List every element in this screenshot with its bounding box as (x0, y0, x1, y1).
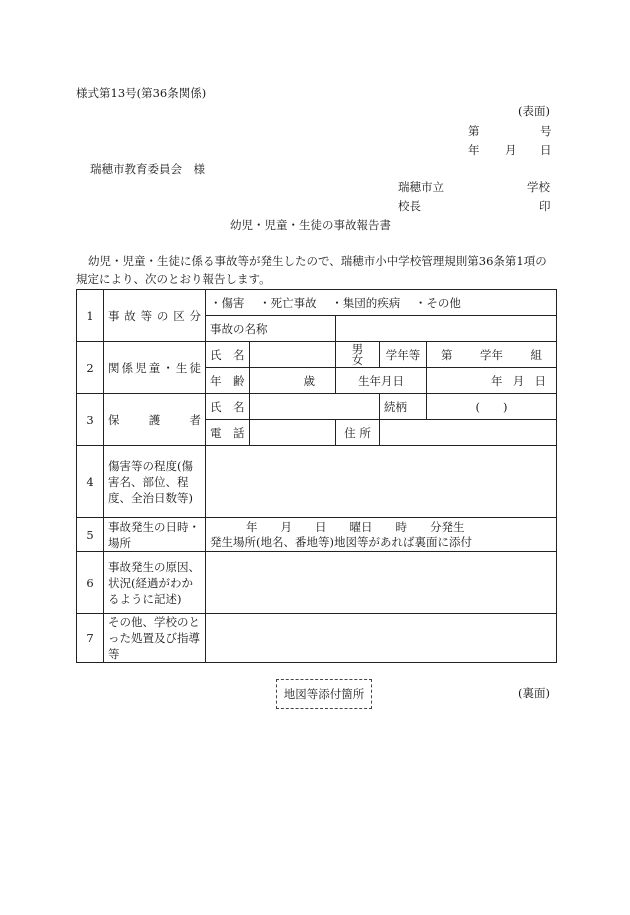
guardian-name-field[interactable] (250, 394, 380, 420)
back-side-label: (裏面) (518, 686, 550, 700)
student-name-field[interactable] (250, 342, 336, 368)
addressee: 瑞穂市教育委員会 様 (90, 162, 205, 176)
guardian-name-label: 氏 名 (206, 394, 250, 420)
cause-detail-field[interactable] (206, 552, 557, 614)
intro-line-1: 幼児・児童・生徒に係る事故等が発生したので、瑞穂市小中学校管理規則第36条第1項の (88, 254, 547, 268)
student-name-label: 氏 名 (206, 342, 250, 368)
phone-label: 電 話 (206, 420, 250, 446)
row-4 (77, 446, 557, 518)
row-6-label: 事故発生の原因、状況(経過がわかるように記述) (104, 552, 206, 614)
gender-select[interactable]: 男 女 (336, 342, 380, 368)
front-side-label: (表面) (518, 104, 550, 118)
age-field[interactable]: 歳 (250, 368, 336, 394)
row-3a (77, 394, 557, 420)
document-title: 幼児・児童・生徒の事故報告書 (230, 218, 391, 232)
date-day: 日 (540, 143, 552, 157)
relation-label: 続柄 (380, 394, 427, 420)
datetime-line: 年 月 日 曜日 時 分発生 (246, 519, 465, 534)
row-4-number: 4 (77, 446, 104, 518)
row-7-label: その他、学校のとった処置及び指導等 (104, 614, 206, 663)
place-line: 発生場所(地名、番地等)地図等があれば裏面に添付 (210, 534, 472, 549)
intro-line-2: 規定により、次のとおり報告します。 (76, 272, 271, 286)
accident-category-options (206, 290, 557, 316)
row-3-label: 保護者 (104, 394, 206, 446)
address-field[interactable] (380, 420, 557, 446)
row-1-number: 1 (77, 290, 104, 342)
datetime-place-field[interactable] (206, 518, 557, 552)
grade-gakunen: 学年 (480, 347, 504, 362)
age-label: 年 齢 (206, 368, 250, 394)
accident-name-field[interactable] (336, 316, 557, 342)
birthdate-label: 生年月日 (336, 368, 427, 394)
doc-no-suffix: 号 (540, 124, 552, 138)
city-school-label: 瑞穂市立 (398, 180, 444, 194)
grade-label: 学年等 (380, 342, 427, 368)
map-attachment-label: 地図等添付箇所 (283, 687, 365, 701)
date-month: 月 (505, 143, 517, 157)
birth-day: 日 (534, 373, 547, 388)
accident-name-label: 事故の名称 (206, 316, 336, 342)
form-number: 様式第13号(第36条関係) (76, 86, 207, 100)
seal-mark: 印 (539, 199, 551, 213)
row-6-number: 6 (77, 552, 104, 614)
doc-no-prefix: 第 (468, 124, 480, 138)
row-1a (77, 290, 557, 316)
phone-field[interactable] (250, 420, 336, 446)
school-suffix: 学校 (527, 180, 550, 194)
birth-year: 年 (491, 373, 503, 388)
row-4-label: 傷害等の程度(傷害名、部位、程度、全治日数等) (104, 446, 206, 518)
relation-field[interactable]: ( ) (427, 394, 557, 420)
row-6 (77, 552, 557, 614)
row-2a (77, 342, 557, 368)
row-2-number: 2 (77, 342, 104, 394)
option-injury[interactable]: ・傷害 (210, 295, 245, 310)
address-label: 住 所 (336, 420, 380, 446)
grade-kumi: 組 (530, 347, 543, 362)
birth-month: 月 (512, 373, 525, 388)
option-group-illness[interactable]: ・集団的疾病 (331, 295, 401, 310)
birthdate-field[interactable] (427, 368, 557, 394)
principal-label: 校長 (398, 199, 421, 213)
row-5-label: 事故発生の日時・場所 (104, 518, 206, 552)
date-year: 年 (468, 143, 480, 157)
option-other[interactable]: ・その他 (414, 295, 461, 310)
grade-field[interactable] (427, 342, 557, 368)
option-death[interactable]: ・死亡事故 (259, 295, 317, 310)
row-5-number: 5 (77, 518, 104, 552)
report-table (76, 289, 557, 663)
row-7-number: 7 (77, 614, 104, 663)
row-1-label: 事故等の区分 (104, 290, 206, 342)
row-2-label: 関係児童・生徒 (104, 342, 206, 394)
grade-dai: 第 (441, 347, 453, 362)
row-3-number: 3 (77, 394, 104, 446)
row-5 (77, 518, 557, 552)
injury-detail-field[interactable] (206, 446, 557, 518)
row-7 (77, 614, 557, 663)
measures-field[interactable] (206, 614, 557, 663)
map-attachment-box[interactable] (276, 679, 372, 709)
